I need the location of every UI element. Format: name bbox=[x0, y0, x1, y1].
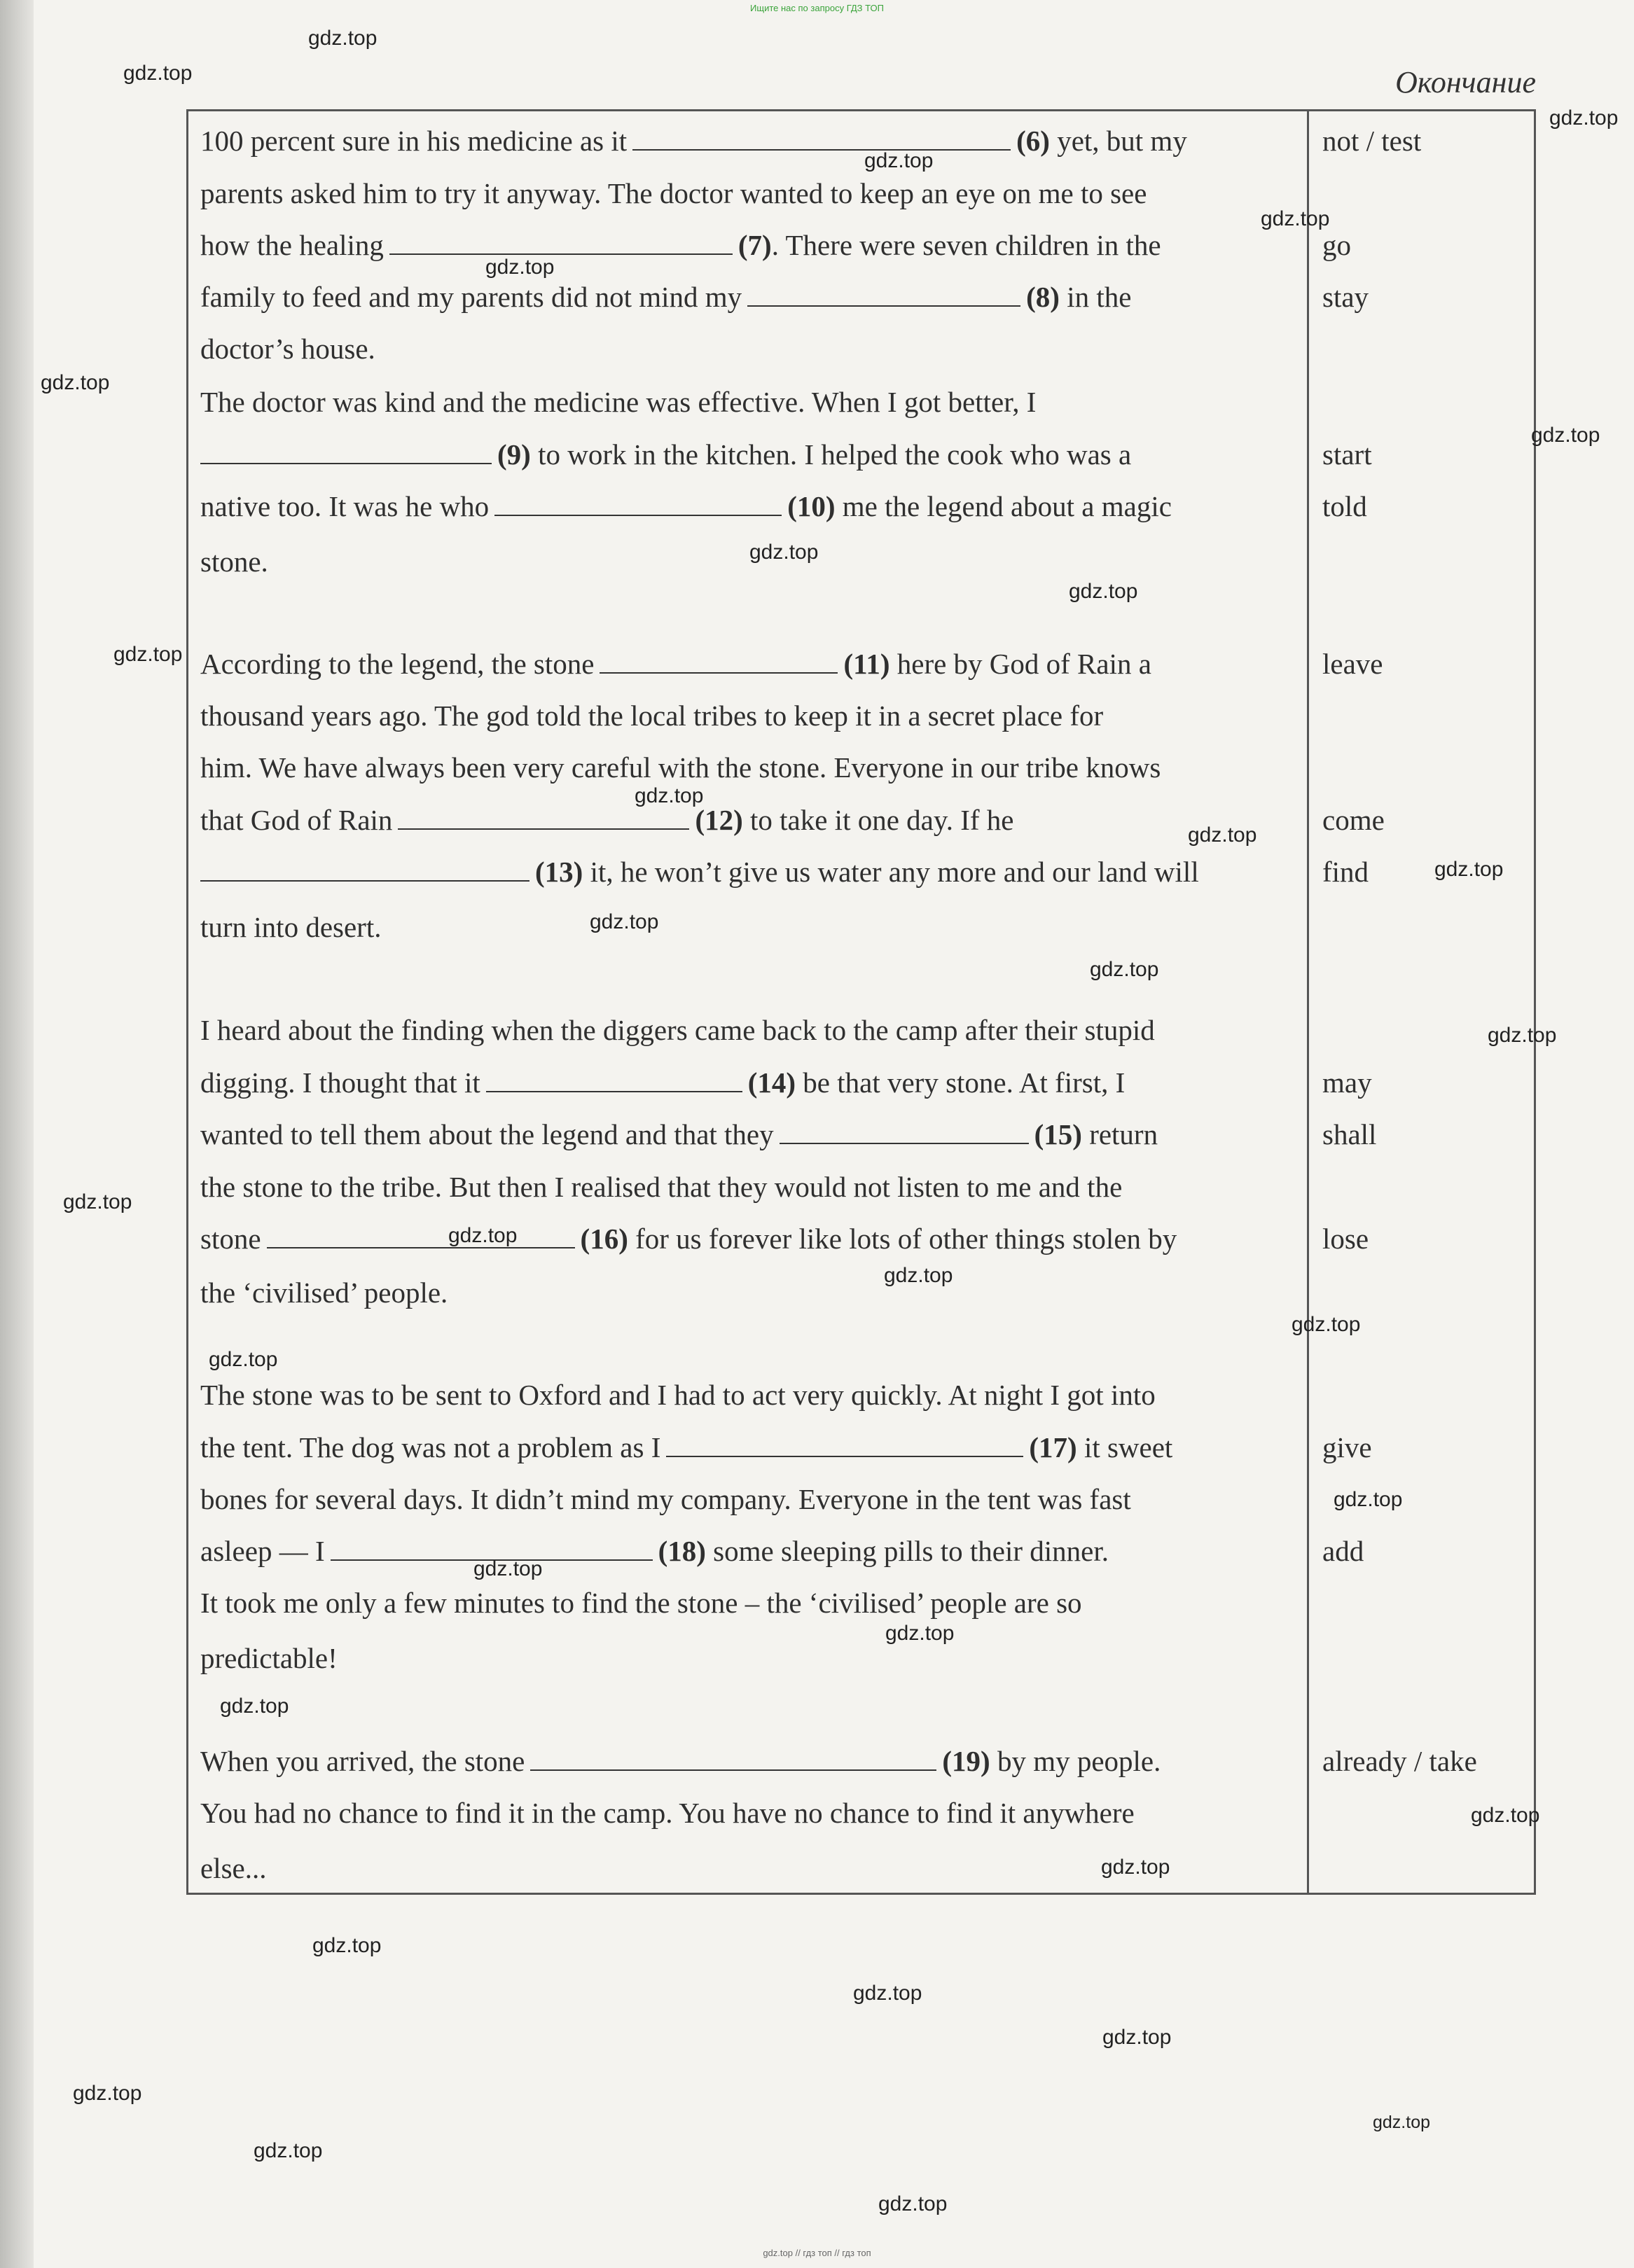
text-segment: him. We have always been very careful with the stone. Everyone in our tribe knows bbox=[200, 751, 1161, 784]
text-line bbox=[200, 698, 1103, 733]
text-line bbox=[200, 1795, 1135, 1830]
answer-blank[interactable] bbox=[632, 125, 1011, 151]
answer-blank[interactable] bbox=[666, 1432, 1023, 1457]
text-line bbox=[200, 123, 1187, 158]
text-segment: The stone was to be sent to Oxford and I had to act very quickly. At night I got into bbox=[200, 1379, 1156, 1411]
text-segment: I heard about the finding when the diggers came back to the camp after their stupid bbox=[200, 1014, 1155, 1046]
top-note: Ищите нас по запросу ГДЗ ТОП bbox=[750, 3, 884, 13]
watermark: gdz.top bbox=[1373, 2113, 1431, 2132]
text-segment: native too. It was he who bbox=[200, 490, 490, 522]
text-line bbox=[200, 1117, 1158, 1152]
text-line bbox=[200, 384, 1036, 419]
text-line bbox=[200, 1851, 267, 1886]
gap-number: (14) bbox=[747, 1066, 796, 1099]
text-line bbox=[200, 437, 1131, 472]
hint-word: already / take bbox=[1322, 1745, 1477, 1777]
text-segment: to work in the kitchen. I helped the cook who was a bbox=[530, 438, 1132, 471]
gap-number: (12) bbox=[695, 804, 743, 836]
text-segment: digging. I thought that it bbox=[200, 1066, 480, 1099]
watermark: gdz.top bbox=[864, 149, 934, 172]
hint-word: may bbox=[1322, 1066, 1372, 1099]
watermark: gdz.top bbox=[473, 1557, 543, 1580]
hint-word: not / test bbox=[1322, 125, 1422, 157]
gap-number: (18) bbox=[658, 1535, 706, 1567]
text-segment: be that very stone. At first, I bbox=[796, 1066, 1126, 1099]
watermark: gdz.top bbox=[1292, 1313, 1361, 1336]
text-line bbox=[200, 802, 1013, 837]
watermark: gdz.top bbox=[853, 1982, 922, 2005]
text-line bbox=[200, 1169, 1122, 1204]
text-segment: how the healing bbox=[200, 229, 384, 261]
text-line bbox=[200, 1641, 338, 1676]
watermark: gdz.top bbox=[1434, 858, 1504, 881]
text-line bbox=[200, 646, 1151, 681]
text-segment: family to feed and my parents did not mind my bbox=[200, 281, 742, 313]
text-line bbox=[200, 331, 375, 366]
bottom-note: gdz.top // гдз топ // гдз топ bbox=[763, 2248, 871, 2258]
hint-word: go bbox=[1322, 229, 1351, 261]
book-spine-shadow bbox=[0, 0, 34, 2268]
text-line bbox=[200, 228, 1161, 263]
gap-number: (8) bbox=[1026, 281, 1060, 313]
text-line bbox=[200, 750, 1161, 785]
gap-number: (7) bbox=[738, 229, 772, 261]
text-segment: thousand years ago. The god told the local tribes to keep it in a secret place for bbox=[200, 700, 1104, 732]
watermark: gdz.top bbox=[1069, 580, 1138, 603]
exercise-table bbox=[186, 109, 1536, 1895]
watermark: gdz.top bbox=[448, 1224, 518, 1247]
hint-word: come bbox=[1322, 804, 1385, 836]
text-line bbox=[200, 910, 381, 945]
hint-word: start bbox=[1322, 438, 1372, 471]
text-segment: it, he won’t give us water any more and our land will bbox=[583, 856, 1199, 888]
text-segment: stone bbox=[200, 1223, 261, 1255]
text-segment: the tent. The dog was not a problem as I bbox=[200, 1431, 661, 1463]
gap-number: (16) bbox=[580, 1223, 628, 1255]
text-line bbox=[200, 1430, 1172, 1465]
text-segment: some sleeping pills to their dinner. bbox=[705, 1535, 1109, 1567]
text-segment: it sweet bbox=[1076, 1431, 1173, 1463]
text-line bbox=[200, 1585, 1082, 1620]
watermark: gdz.top bbox=[1261, 207, 1330, 230]
text-line bbox=[200, 279, 1131, 314]
text-segment: According to the legend, the stone bbox=[200, 648, 595, 680]
text-segment: When you arrived, the stone bbox=[200, 1745, 525, 1777]
text-segment: for us forever like lots of other things stolen by bbox=[628, 1223, 1177, 1255]
text-segment: The doctor was kind and the medicine was effective. When I got better, I bbox=[200, 386, 1037, 418]
watermark: gdz.top bbox=[1488, 1024, 1557, 1047]
text-segment: You had no chance to find it in the camp. You have no chance to find it anywhere bbox=[200, 1797, 1135, 1829]
text-line bbox=[200, 1275, 448, 1310]
hint-word: lose bbox=[1322, 1223, 1369, 1255]
text-segment: yet, but my bbox=[1049, 125, 1187, 157]
text-segment: to take it one day. If he bbox=[742, 804, 1014, 836]
gap-number: (15) bbox=[1034, 1118, 1082, 1150]
answer-blank[interactable] bbox=[486, 1067, 742, 1092]
watermark: gdz.top bbox=[1334, 1488, 1403, 1511]
text-line bbox=[200, 854, 1199, 889]
watermark: gdz.top bbox=[41, 371, 110, 394]
text-line bbox=[200, 1377, 1156, 1412]
watermark: gdz.top bbox=[590, 910, 659, 933]
watermark: gdz.top bbox=[113, 643, 183, 666]
answer-blank[interactable] bbox=[200, 856, 529, 882]
answer-blank[interactable] bbox=[530, 1746, 936, 1771]
watermark: gdz.top bbox=[884, 1264, 953, 1287]
watermark: gdz.top bbox=[1090, 958, 1159, 981]
gap-number: (6) bbox=[1016, 125, 1050, 157]
text-line bbox=[200, 176, 1147, 211]
watermark: gdz.top bbox=[878, 2192, 948, 2215]
answer-blank[interactable] bbox=[600, 648, 838, 674]
text-line bbox=[200, 1221, 1177, 1256]
hint-word: find bbox=[1322, 856, 1369, 888]
text-line bbox=[200, 1065, 1125, 1100]
text-segment: wanted to tell them about the legend and that they bbox=[200, 1118, 774, 1150]
gap-number: (10) bbox=[787, 490, 836, 522]
answer-blank[interactable] bbox=[494, 491, 782, 516]
text-line bbox=[200, 1482, 1131, 1517]
gap-number: (19) bbox=[942, 1745, 990, 1777]
text-segment: stone. bbox=[200, 545, 268, 578]
answer-blank[interactable] bbox=[398, 805, 689, 830]
watermark: gdz.top bbox=[1471, 1804, 1540, 1827]
text-segment: the stone to the tribe. But then I realised that they would not listen to me and the bbox=[200, 1171, 1123, 1203]
text-segment: asleep — I bbox=[200, 1535, 325, 1567]
text-segment: predictable! bbox=[200, 1642, 338, 1674]
answer-blank[interactable] bbox=[200, 439, 492, 464]
watermark: gdz.top bbox=[485, 256, 555, 279]
hint-word: stay bbox=[1322, 281, 1369, 313]
text-segment: return bbox=[1081, 1118, 1158, 1150]
watermark: gdz.top bbox=[885, 1622, 955, 1645]
text-segment: It took me only a few minutes to find the stone – the ‘civilised’ people are so bbox=[200, 1587, 1082, 1619]
watermark: gdz.top bbox=[312, 1934, 382, 1957]
watermark: gdz.top bbox=[220, 1695, 289, 1718]
text-segment: me the legend about a magic bbox=[835, 490, 1172, 522]
text-segment: in the bbox=[1059, 281, 1132, 313]
watermark: gdz.top bbox=[1549, 106, 1619, 130]
text-line bbox=[200, 1744, 1161, 1779]
continued-label: Окончание bbox=[1395, 65, 1536, 99]
watermark: gdz.top bbox=[73, 2082, 142, 2105]
watermark: gdz.top bbox=[1101, 1856, 1170, 1879]
text-segment: by my people. bbox=[990, 1745, 1161, 1777]
hint-word: give bbox=[1322, 1431, 1372, 1463]
text-segment: doctor’s house. bbox=[200, 333, 375, 365]
text-segment: bones for several days. It didn’t mind my company. Everyone in the tent was fast bbox=[200, 1483, 1131, 1515]
text-line bbox=[200, 1013, 1155, 1048]
answer-blank[interactable] bbox=[267, 1223, 575, 1248]
text-segment: turn into desert. bbox=[200, 911, 382, 943]
hint-word: shall bbox=[1322, 1118, 1377, 1150]
watermark: gdz.top bbox=[63, 1190, 132, 1213]
watermark: gdz.top bbox=[209, 1348, 278, 1371]
text-segment: here by God of Rain a bbox=[889, 648, 1151, 680]
watermark: gdz.top bbox=[1531, 424, 1600, 447]
hint-column-divider bbox=[1307, 109, 1309, 1895]
text-segment: parents asked him to try it anyway. The doctor wanted to keep an eye on me to see bbox=[200, 177, 1147, 209]
watermark: gdz.top bbox=[635, 784, 704, 807]
hint-word: told bbox=[1322, 490, 1367, 522]
answer-blank[interactable] bbox=[389, 230, 733, 255]
text-line bbox=[200, 489, 1172, 524]
text-line bbox=[200, 1533, 1109, 1568]
watermark: gdz.top bbox=[1102, 2026, 1172, 2049]
text-segment: . There were seven children in the bbox=[771, 229, 1161, 261]
text-segment: the ‘civilised’ people. bbox=[200, 1276, 448, 1309]
watermark: gdz.top bbox=[123, 62, 193, 85]
gap-number: (13) bbox=[535, 856, 583, 888]
hint-word: leave bbox=[1322, 648, 1383, 680]
watermark: gdz.top bbox=[308, 27, 378, 50]
answer-blank[interactable] bbox=[747, 281, 1020, 307]
text-segment: else... bbox=[200, 1852, 267, 1884]
hint-word: add bbox=[1322, 1535, 1364, 1567]
gap-number: (11) bbox=[843, 648, 890, 680]
gap-number: (9) bbox=[497, 438, 531, 471]
answer-blank[interactable] bbox=[780, 1119, 1029, 1144]
watermark: gdz.top bbox=[1188, 823, 1257, 847]
text-segment: that God of Rain bbox=[200, 804, 393, 836]
watermark: gdz.top bbox=[749, 541, 819, 564]
watermark: gdz.top bbox=[254, 2139, 323, 2162]
text-segment: 100 percent sure in his medicine as it bbox=[200, 125, 628, 157]
gap-number: (17) bbox=[1029, 1431, 1077, 1463]
text-line bbox=[200, 544, 268, 579]
